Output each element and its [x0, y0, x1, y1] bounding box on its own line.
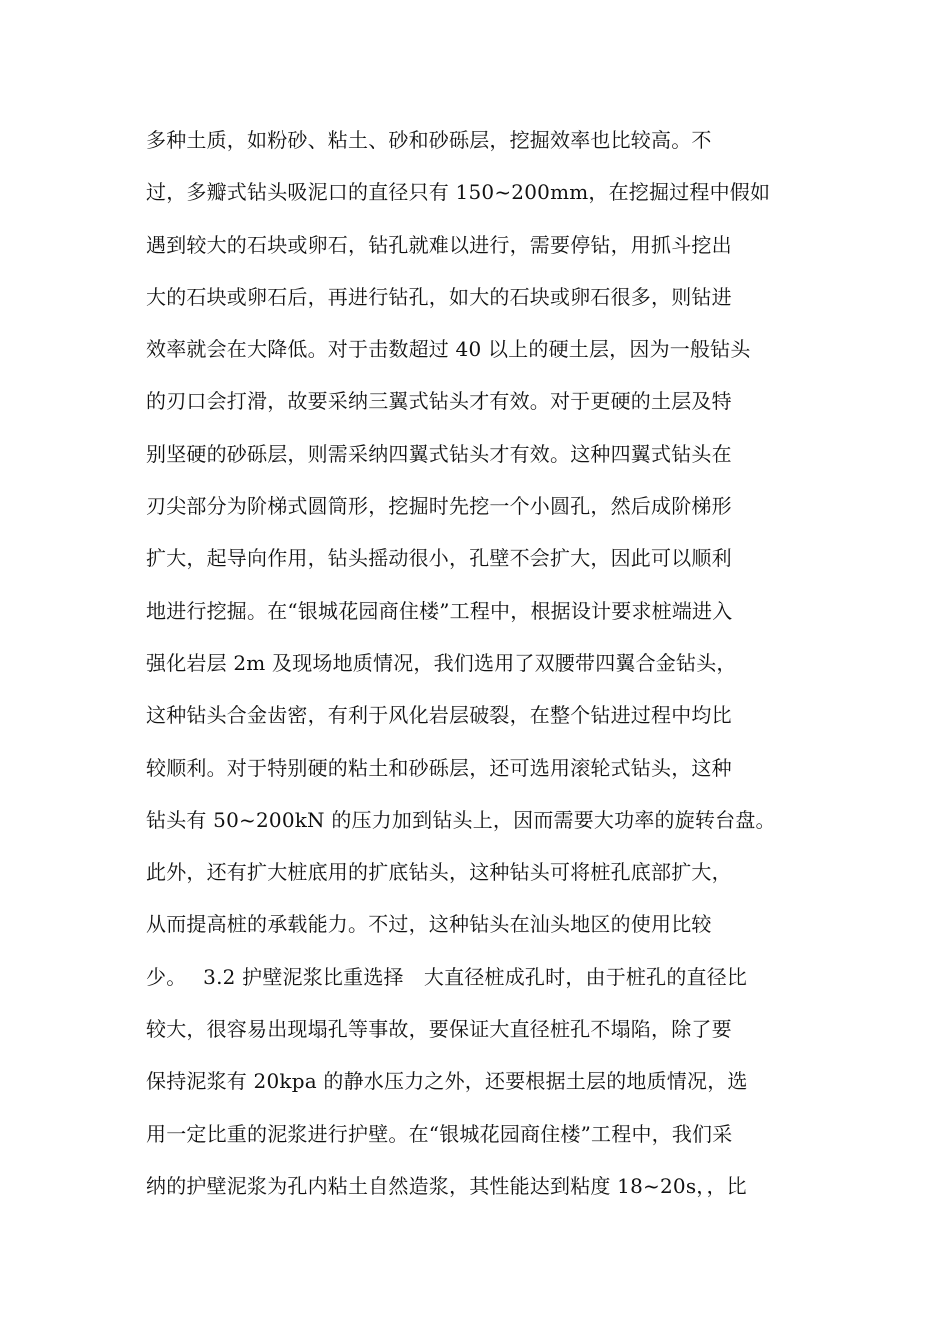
text-line: 保持泥浆有 20kpa 的静水压力之外，还要根据土层的地质情况，选	[146, 1069, 748, 1094]
text-line: 从而提高桩的承载能力。不过，这种钻头在汕头地区的使用比较	[146, 912, 712, 937]
text-line: 别坚硬的砂砾层，则需采纳四翼式钻头才有效。这种四翼式钻头在	[146, 441, 732, 466]
text-line: 这种钻头合金齿密，有利于风化岩层破裂，在整个钻进过程中均比	[146, 703, 732, 728]
text-line: 钻头有 50~200kN 的压力加到钻头上，因而需要大功率的旋转台盘。	[146, 807, 776, 832]
body-text	[146, 114, 826, 1212]
text-line: 效率就会在大降低。对于击数超过 40 以上的硬土层，因为一般钻头	[146, 337, 751, 362]
text-line: 过，多瓣式钻头吸泥口的直径只有 150~200mm，在挖掘过程中假如	[146, 180, 771, 205]
text-line: 强化岩层 2m 及现场地质情况，我们选用了双腰带四翼合金钻头，	[146, 650, 737, 675]
text-line: 较顺利。对于特别硬的粘土和砂砾层，还可选用滚轮式钻头，这种	[146, 755, 732, 780]
text-line: 用一定比重的泥浆进行护壁。在“银城花园商住楼”工程中，我们采	[146, 1121, 733, 1146]
text-line: 多种土质，如粉砂、粘土、砂和砂砾层，挖掘效率也比较高。不	[146, 128, 712, 152]
text-line: 的刃口会打滑，故要采纳三翼式钻头才有效。对于更硬的土层及特	[146, 389, 732, 414]
text-line: 地进行挖掘。在“银城花园商住楼”工程中，根据设计要求桩端进入	[146, 598, 733, 623]
text-line: 纳的护壁泥浆为孔内粘土自然造浆，其性能达到粘度 18~20s，，比	[146, 1173, 747, 1198]
text-line: 扩大，起导向作用，钻头摇动很小，孔壁不会扩大，因此可以顺利	[146, 546, 732, 571]
text-line: 遇到较大的石块或卵石，钻孔就难以进行，需要停钻，用抓斗挖出	[146, 232, 732, 257]
text-line: 刃尖部分为阶梯式圆筒形，挖掘时先挖一个小圆孔，然后成阶梯形	[146, 494, 732, 519]
text-line: 少。 3.2 护壁泥浆比重选择 大直径桩成孔时，由于桩孔的直径比	[146, 964, 748, 989]
text-line: 此外，还有扩大桩底用的扩底钻头，这种钻头可将桩孔底部扩大，	[146, 860, 732, 885]
text-line: 较大，很容易出现塌孔等事故，要保证大直径桩孔不塌陷，除了要	[146, 1017, 732, 1042]
text-line: 大的石块或卵石后，再进行钻孔，如大的石块或卵石很多，则钻进	[146, 284, 732, 309]
